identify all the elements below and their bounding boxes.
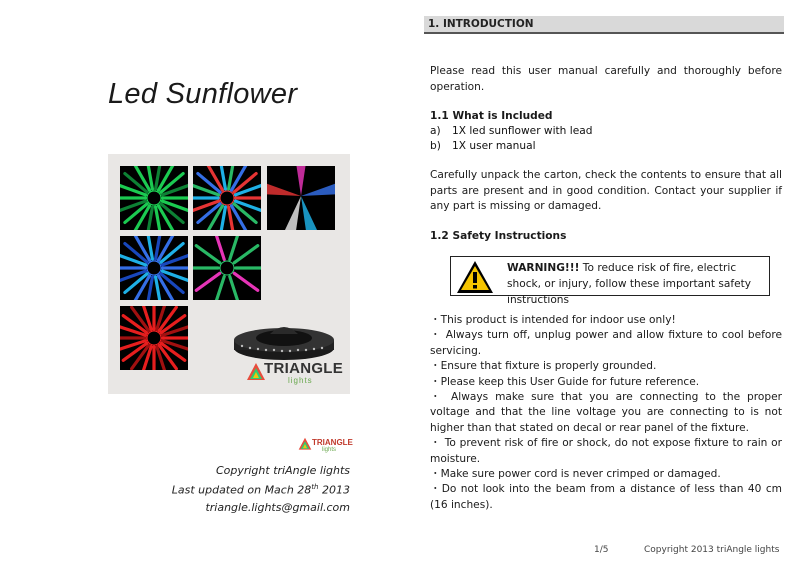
safety-bullet: ・ Always turn off, unplug power and allow fixture to cool before servicing. — [430, 329, 782, 357]
updated-prefix: Last updated on Mach 28 — [171, 483, 312, 497]
logo-wordmark: TRIANGLE — [264, 360, 344, 377]
product-photo-red-sunburst — [120, 306, 188, 370]
safety-bullet: ・Ensure that fixture is properly grounded. — [430, 360, 657, 373]
intro-paragraph: Please read this user manual carefully and thoroughly before operation. — [430, 65, 782, 93]
product-photo-blue-sunburst — [120, 236, 188, 300]
warning-label: WARNING!!! — [507, 262, 580, 274]
safety-bullet-list — [430, 313, 782, 513]
led-device-image — [232, 318, 336, 364]
credits-email: triangle.lights@gmail.com — [205, 500, 350, 514]
section-title: 1. INTRODUCTION — [428, 18, 534, 30]
included-heading: 1.1 What is Included — [430, 110, 553, 122]
triangle-logo-icon — [298, 437, 312, 451]
beam-rays — [267, 166, 335, 230]
product-photo-green-sunburst — [120, 166, 188, 230]
product-photo-rgb-sunburst — [193, 166, 261, 230]
credits-updated — [150, 479, 350, 499]
footer-logo — [296, 434, 356, 460]
included-item — [430, 139, 536, 154]
section-header — [424, 16, 784, 34]
unpack-paragraph: Carefully unpack the carton, check the contents to ensure that all parts are present and in good condition. Contact your supplier if any part is missing or damaged. — [430, 169, 782, 212]
triangle-logo-icon — [246, 362, 266, 382]
included-item-label: a) — [430, 125, 441, 137]
safety-heading: 1.2 Safety Instructions — [430, 230, 567, 242]
logo-subtext: lights — [288, 376, 313, 385]
included-item-label: b) — [430, 140, 441, 152]
included-item — [430, 124, 592, 139]
sunburst-red — [120, 306, 188, 370]
warning-box — [450, 256, 770, 306]
credits-copyright: Copyright triAngle lights — [215, 464, 350, 477]
sunburst-blue — [120, 236, 188, 300]
sunburst-mixed — [193, 236, 261, 300]
warning-icon — [455, 259, 495, 295]
safety-bullet: ・Make sure power cord is never crimped or damaged. — [430, 468, 721, 481]
safety-bullet: ・Please keep this User Guide for future reference. — [430, 375, 700, 388]
product-title: Led Sunflower — [108, 78, 298, 110]
safety-bullet: ・Do not look into the beam from a distance of less than 40 cm (16 inches). — [430, 483, 782, 511]
warning-message — [507, 260, 767, 308]
product-photo-collage — [108, 154, 350, 394]
product-photo-green-purple — [193, 236, 261, 300]
footer-logo-subtext: lights — [322, 447, 337, 453]
updated-year: 2013 — [318, 483, 350, 497]
sunburst-rgb — [193, 166, 261, 230]
footer-copyright: Copyright 2013 triAngle lights — [644, 545, 780, 555]
safety-bullet: ・ Always make sure that you are connecting to the proper voltage and that the line voltage you are connecting to is not higher than that stated on decal or rear panel of the fixture. — [430, 391, 782, 434]
warning-text: To reduce risk of fire, electric shock, or injury, follow these important safety instructions — [507, 262, 752, 306]
safety-bullet: ・This product is intended for indoor use only! — [430, 314, 676, 326]
triangle-lights-logo — [244, 360, 344, 390]
sunburst-green — [120, 166, 188, 230]
credits-block — [150, 462, 350, 516]
updated-suffix: th — [311, 483, 319, 491]
footer-logo-wordmark: TRIANGLE — [312, 438, 353, 447]
safety-bullet: ・ To prevent risk of fire or shock, do not expose fixture to rain or moisture. — [430, 437, 782, 465]
included-item-text: 1X user manual — [452, 140, 536, 152]
page-number: 1/5 — [594, 545, 609, 555]
included-item-text: 1X led sunflower with lead — [452, 125, 593, 137]
product-photo-beams — [267, 166, 335, 230]
